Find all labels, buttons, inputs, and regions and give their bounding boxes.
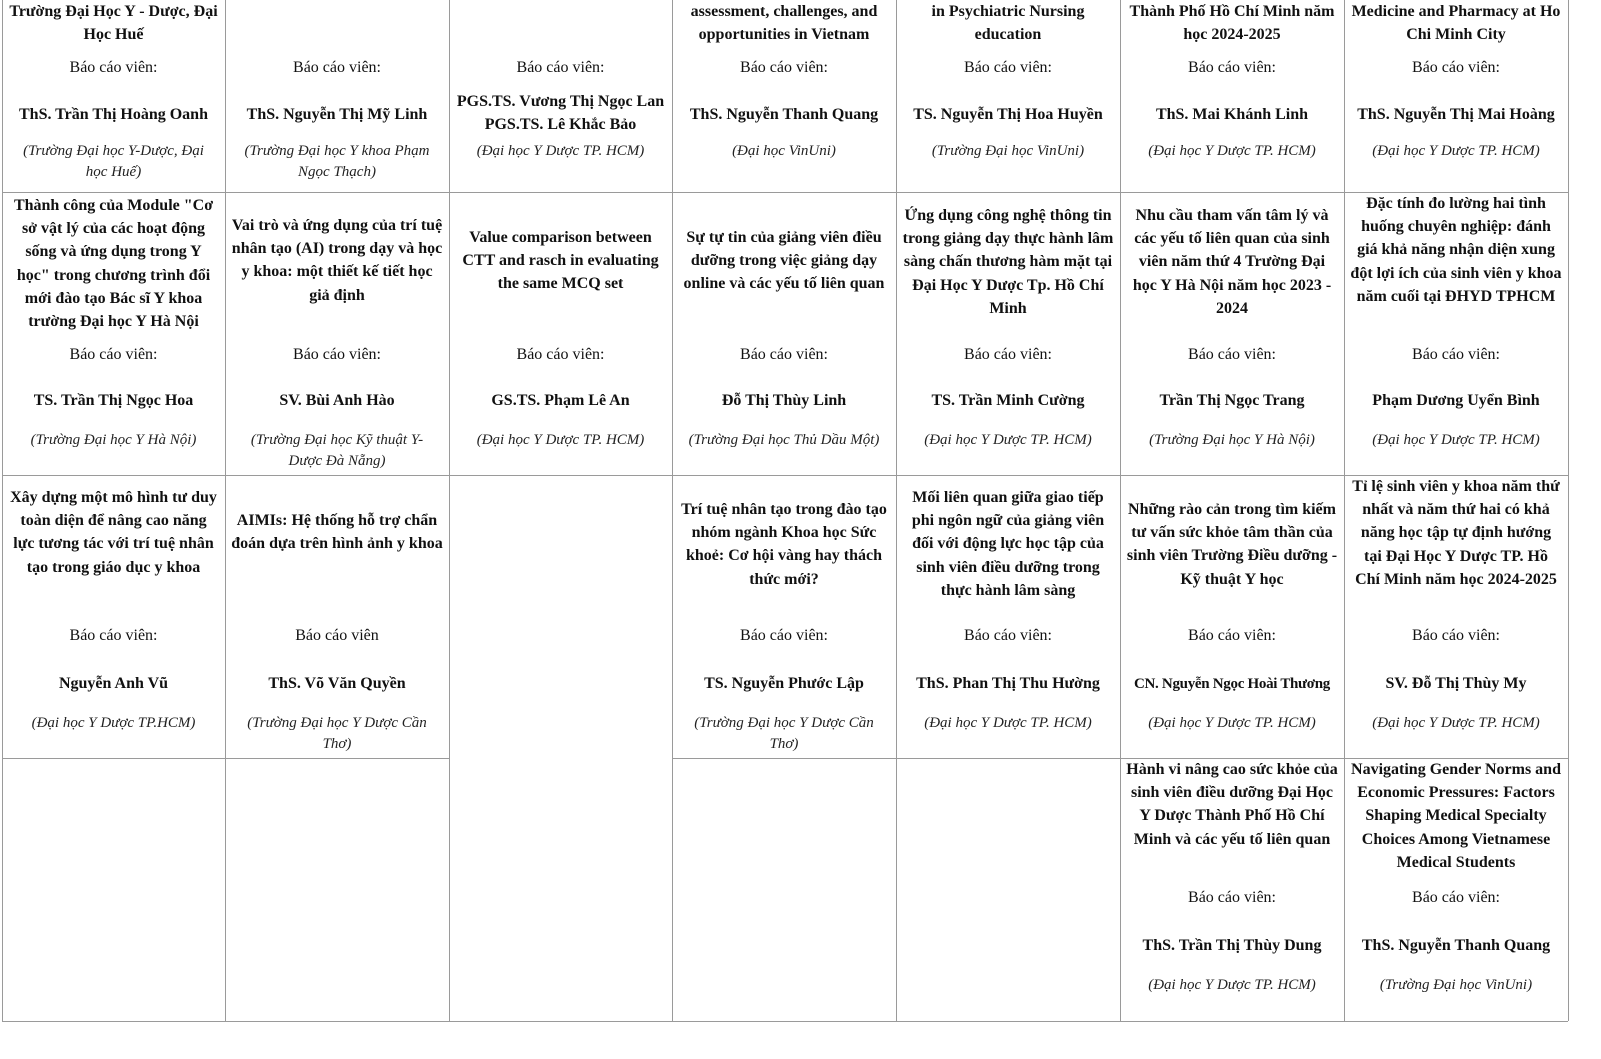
presentation-cell xyxy=(896,0,1120,192)
speaker-affiliation: (Đại học VinUni) xyxy=(732,143,836,159)
speaker-affiliation: (Đại học Y Dược TP. HCM) xyxy=(1148,143,1316,159)
presentation-title: Thành Phố Hồ Chí Minh năm học 2024-2025 xyxy=(1129,3,1335,44)
presentation-title: Trí tuệ nhân tạo trong đào tạo nhóm ngành Khoa học Sức khoẻ: Cơ hội vàng hay thách thức mới? xyxy=(681,501,887,588)
speaker-name: ThS. Trần Thị Hoàng Oanh xyxy=(19,106,208,123)
presentation-cell xyxy=(449,0,672,192)
presentation-title: Vai trò và ứng dụng của trí tuệ nhân tạo (AI) trong dạy và học y khoa: một thiết kế tiết học giả định xyxy=(231,217,443,304)
presentation-title: Mối liên quan giữa giao tiếp phi ngôn ngữ của giảng viên đối với động lực học tập của sinh viên điều dưỡng trong thực hành lâm sàng xyxy=(911,489,1105,599)
speaker-name: Nguyễn Anh Vũ xyxy=(58,675,169,692)
speaker-name: SV. Đỗ Thị Thùy My xyxy=(1385,675,1527,692)
speaker-affiliation: (Đại học Y Dược TP. HCM) xyxy=(1372,143,1540,159)
presentation-title: Sự tự tin của giảng viên điều dưỡng trong việc giảng dạy online và các yếu tố liên quan xyxy=(683,229,885,293)
speaker-label: Báo cáo viên: xyxy=(740,59,828,76)
presentation-cell xyxy=(1344,192,1568,475)
presentation-title: Ứng dụng công nghệ thông tin trong giảng dạy thực hành lâm sàng chấn thương hàm mặt tại Đại Học Y Dược Tp. Hồ Chí Minh xyxy=(902,207,1114,317)
speaker-label: Báo cáo viên: xyxy=(1412,627,1500,644)
speaker-label: Báo cáo viên: xyxy=(1188,59,1276,76)
speaker-label: Báo cáo viên: xyxy=(1188,346,1276,363)
presentation-cell xyxy=(672,0,896,192)
speaker-affiliation: (Đại học Y Dược TP. HCM) xyxy=(1372,715,1540,731)
speaker-label: Báo cáo viên: xyxy=(1412,346,1500,363)
grid-vertical-line xyxy=(1568,0,1569,1021)
presentation-title: assessment, challenges, and opportunities in Vietnam xyxy=(690,3,878,44)
speaker-name: GS.TS. Phạm Lê An xyxy=(491,392,630,409)
presentation-cell xyxy=(2,475,225,758)
speaker-label: Báo cáo viên: xyxy=(69,346,158,363)
speaker-affiliation: (Trường Đại học VinUni) xyxy=(931,143,1085,159)
speaker-label: Báo cáo viên: xyxy=(69,627,158,644)
speaker-name: TS. Trần Minh Cường xyxy=(931,392,1085,409)
speaker-name: ThS. Nguyễn Thanh Quang xyxy=(689,106,879,123)
presentation-title: Value comparison between CTT and rasch in evaluating the same MCQ set xyxy=(462,229,659,293)
presentation-cell xyxy=(1344,0,1568,192)
presentation-cell xyxy=(2,192,225,475)
speaker-name: ThS. Phan Thị Thu Hường xyxy=(916,675,1100,692)
speaker-affiliation: (Trường Đại học Y khoa Phạm Ngọc Thạch) xyxy=(244,143,430,180)
speaker-name: TS. Nguyễn Phước Lập xyxy=(704,675,864,692)
presentation-title: Nhu cầu tham vấn tâm lý và các yếu tố liên quan của sinh viên năm thứ 4 Trường Đại học Y Hà Nội năm học 2023 - 2024 xyxy=(1132,207,1332,317)
presentation-title: Thành công của Module "Cơ sở vật lý của các hoạt động sống và ứng dụng trong Y học" trong chương trình đổi mới đào tạo Bác sĩ Y khoa trường Đại học Y Hà Nội xyxy=(13,197,214,331)
speaker-name: TS. Trần Thị Ngọc Hoa xyxy=(33,392,194,409)
speaker-label: Báo cáo viên: xyxy=(964,59,1052,76)
speaker-name: CN. Nguyễn Ngọc Hoài Thương xyxy=(1133,676,1331,692)
speaker-affiliation: (Đại học Y Dược TP. HCM) xyxy=(476,432,645,448)
speaker-name: Đỗ Thị Thùy Linh xyxy=(721,392,847,409)
speaker-label: Báo cáo viên: xyxy=(964,627,1052,644)
speaker-label: Báo cáo viên: xyxy=(1188,889,1276,906)
speaker-affiliation: (Đại học Y Dược TP. HCM) xyxy=(1372,432,1540,448)
presentation-cell xyxy=(225,192,449,475)
presentation-cell xyxy=(672,475,896,758)
presentation-cell xyxy=(225,0,449,192)
speaker-affiliation: (Trường Đại học Y Dược Cần Thơ) xyxy=(694,715,874,752)
speaker-affiliation: (Trường Đại học Y Hà Nội) xyxy=(30,432,197,448)
speaker-affiliation: (Đại học Y Dược TP. HCM) xyxy=(1148,715,1316,731)
speaker-name: ThS. Võ Văn Quyền xyxy=(268,675,406,692)
speaker-affiliation: (Đại học Y Dược TP. HCM) xyxy=(1148,977,1316,993)
speaker-affiliation: (Trường Đại học VinUni) xyxy=(1379,977,1533,993)
speaker-affiliation: (Trường Đại học Kỹ thuật Y-Dược Đà Nẵng) xyxy=(250,432,424,469)
presentation-title: Xây dựng một mô hình tư duy toàn diện để nâng cao năng lực tương tác với trí tuệ nhân tạo trong giáo dục y khoa xyxy=(10,489,217,576)
speaker-label: Báo cáo viên: xyxy=(1412,59,1500,76)
speaker-label: Báo cáo viên: xyxy=(69,59,158,76)
speaker-label: Báo cáo viên: xyxy=(740,627,828,644)
presentation-title: in Psychiatric Nursing education xyxy=(931,3,1085,44)
speaker-name: ThS. Mai Khánh Linh xyxy=(1155,106,1309,123)
presentation-cell xyxy=(2,0,225,192)
presentation-title: Medicine and Pharmacy at Ho Chi Minh City xyxy=(1351,3,1561,44)
speaker-affiliation: (Trường Đại học Y-Dược, Đại học Huế) xyxy=(23,143,204,180)
presentation-cell xyxy=(1344,475,1568,758)
presentation-title: Navigating Gender Norms and Economic Pressures: Factors Shaping Medical Specialty Choices Among Vietnamese Medical Students xyxy=(1351,761,1561,871)
presentation-cell xyxy=(449,192,672,475)
speaker-label: Báo cáo viên: xyxy=(964,346,1052,363)
speaker-name: ThS. Nguyễn Thị Mai Hoàng xyxy=(1357,106,1555,123)
speaker-label: Báo cáo viên: xyxy=(293,59,381,76)
speaker-name: Phạm Dương Uyển Bình xyxy=(1372,392,1540,409)
speaker-label: Báo cáo viên: xyxy=(293,346,381,363)
presentation-cell xyxy=(225,475,449,758)
presentation-cell xyxy=(896,475,1120,758)
presentation-cell xyxy=(1120,758,1344,1021)
presentation-cell xyxy=(1120,0,1344,192)
presentation-title: AIMIs: Hệ thống hỗ trợ chẩn đoán dựa trên hình ảnh y khoa xyxy=(231,512,443,553)
presentation-cell xyxy=(1120,192,1344,475)
speaker-affiliation: (Trường Đại học Y Dược Cần Thơ) xyxy=(247,715,427,752)
presentation-title: Trường Đại Học Y - Dược, Đại Học Huế xyxy=(9,3,218,44)
speaker-affiliation: (Đại học Y Dược TP. HCM) xyxy=(476,143,645,159)
presentation-cell xyxy=(672,192,896,475)
speaker-affiliation: (Đại học Y Dược TP. HCM) xyxy=(924,432,1092,448)
speaker-affiliation: (Trường Đại học Thủ Dầu Một) xyxy=(688,432,880,448)
presentation-cell xyxy=(896,192,1120,475)
speaker-name: TS. Nguyễn Thị Hoa Huyền xyxy=(913,106,1103,123)
presentation-cell xyxy=(1344,758,1568,1021)
presentation-title: Những rào cản trong tìm kiếm tư vấn sức khỏe tâm thần của sinh viên Trường Điều dưỡng - Kỹ thuật Y học xyxy=(1126,501,1338,588)
speaker-label: Báo cáo viên: xyxy=(1188,627,1276,644)
speaker-name: ThS. Nguyễn Thị Mỹ Linh xyxy=(246,106,428,123)
speaker-name: SV. Bùi Anh Hào xyxy=(279,392,395,409)
presentation-title: Đặc tính đo lường hai tình huống chuyên nghiệp: đánh giá khả năng nhận diện xung đột lợi ích của sinh viên y khoa năm cuối tại ĐHYD TPHCM xyxy=(1350,195,1562,305)
speaker-label: Báo cáo viên: xyxy=(516,346,605,363)
presentation-cell xyxy=(1120,475,1344,758)
speaker-label: Báo cáo viên: xyxy=(516,59,605,76)
presentation-title: Hành vi nâng cao sức khỏe của sinh viên điều dưỡng Đại Học Y Dược Thành Phố Hồ Chí Minh và các yếu tố liên quan xyxy=(1126,761,1338,848)
speaker-affiliation: (Trường Đại học Y Hà Nội) xyxy=(1149,432,1315,448)
speaker-affiliation: (Đại học Y Dược TP. HCM) xyxy=(924,715,1092,731)
speaker-name: ThS. Trần Thị Thùy Dung xyxy=(1142,937,1322,954)
speaker-label: Báo cáo viên: xyxy=(1412,889,1500,906)
speaker-name: ThS. Nguyễn Thanh Quang xyxy=(1361,937,1551,954)
grid-horizontal-line xyxy=(2,758,449,759)
speaker-name: Trần Thị Ngọc Trang xyxy=(1159,392,1305,409)
speaker-name: PGS.TS. Vương Thị Ngọc Lan PGS.TS. Lê Khắc Bảo xyxy=(456,93,665,133)
speaker-label: Báo cáo viên xyxy=(295,627,379,644)
grid-horizontal-line xyxy=(2,1021,1568,1022)
speaker-affiliation: (Đại học Y Dược TP.HCM) xyxy=(31,715,196,731)
presentation-title: Tỉ lệ sinh viên y khoa năm thứ nhất và năm thứ hai có khả năng học tập tự định hướng tại Đại Học Y Dược TP. Hồ Chí Minh năm học 2024-2025 xyxy=(1352,478,1560,588)
speaker-label: Báo cáo viên: xyxy=(740,346,828,363)
